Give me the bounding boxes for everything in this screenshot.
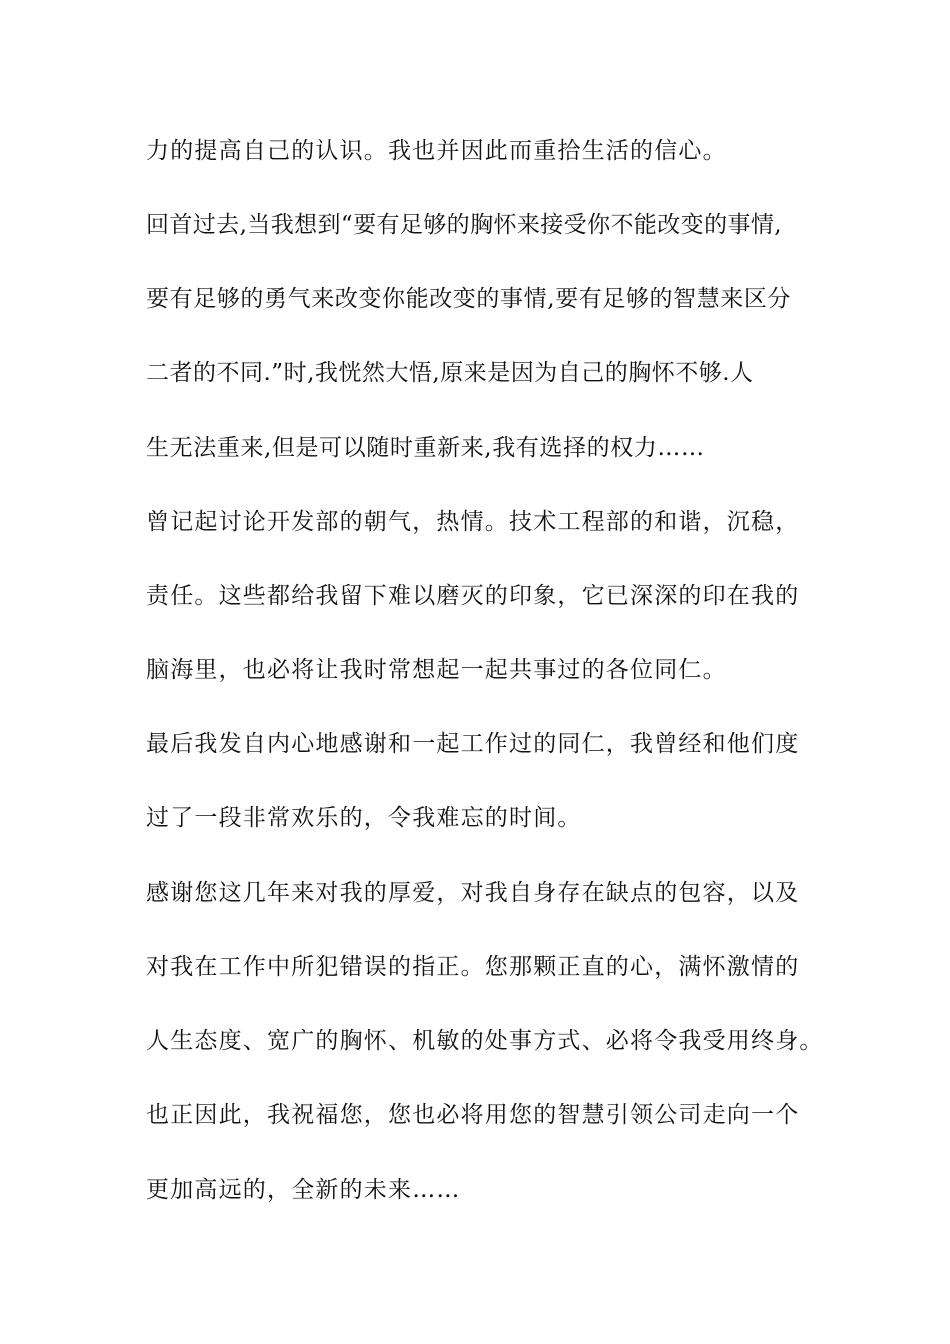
text-line: 回首过去,当我想到“要有足够的胸怀来接受你不能改变的事情, — [146, 212, 782, 238]
text-line: 最后我发自内心地感谢和一起工作过的同仁，我曾经和他们度 — [146, 731, 800, 757]
text-line: 责任。这些都给我留下难以磨灭的印象，它已深深的印在我的 — [146, 583, 800, 609]
text-line: 也正因此，我祝福您，您也必将用您的智慧引领公司走向一个 — [146, 1102, 800, 1128]
text-line: 曾记起讨论开发部的朝气，热情。技术工程部的和谐，沉稳， — [146, 509, 800, 535]
text-line: 生无法重来,但是可以随时重新来,我有选择的权力…… — [146, 435, 705, 461]
text-line: 人生态度、宽广的胸怀、机敏的处事方式、必将令我受用终身。 — [146, 1028, 824, 1054]
text-line: 过了一段非常欢乐的，令我难忘的时间。 — [146, 805, 582, 831]
text-line: 力的提高自己的认识。我也并因此而重拾生活的信心。 — [146, 138, 727, 164]
text-line: 脑海里，也必将让我时常想起一起共事过的各位同仁。 — [146, 657, 727, 683]
text-line: 二者的不同.”时,我恍然大悟,原来是因为自己的胸怀不够.人 — [146, 360, 754, 386]
text-line: 感谢您这几年来对我的厚爱，对我自身存在缺点的包容，以及 — [146, 880, 800, 906]
text-line: 对我在工作中所犯错误的指正。您那颗正直的心，满怀激情的 — [146, 954, 800, 980]
text-line: 要有足够的勇气来改变你能改变的事情,要有足够的智慧来区分 — [146, 286, 792, 312]
text-line: 更加高远的，全新的未来…… — [146, 1177, 461, 1203]
